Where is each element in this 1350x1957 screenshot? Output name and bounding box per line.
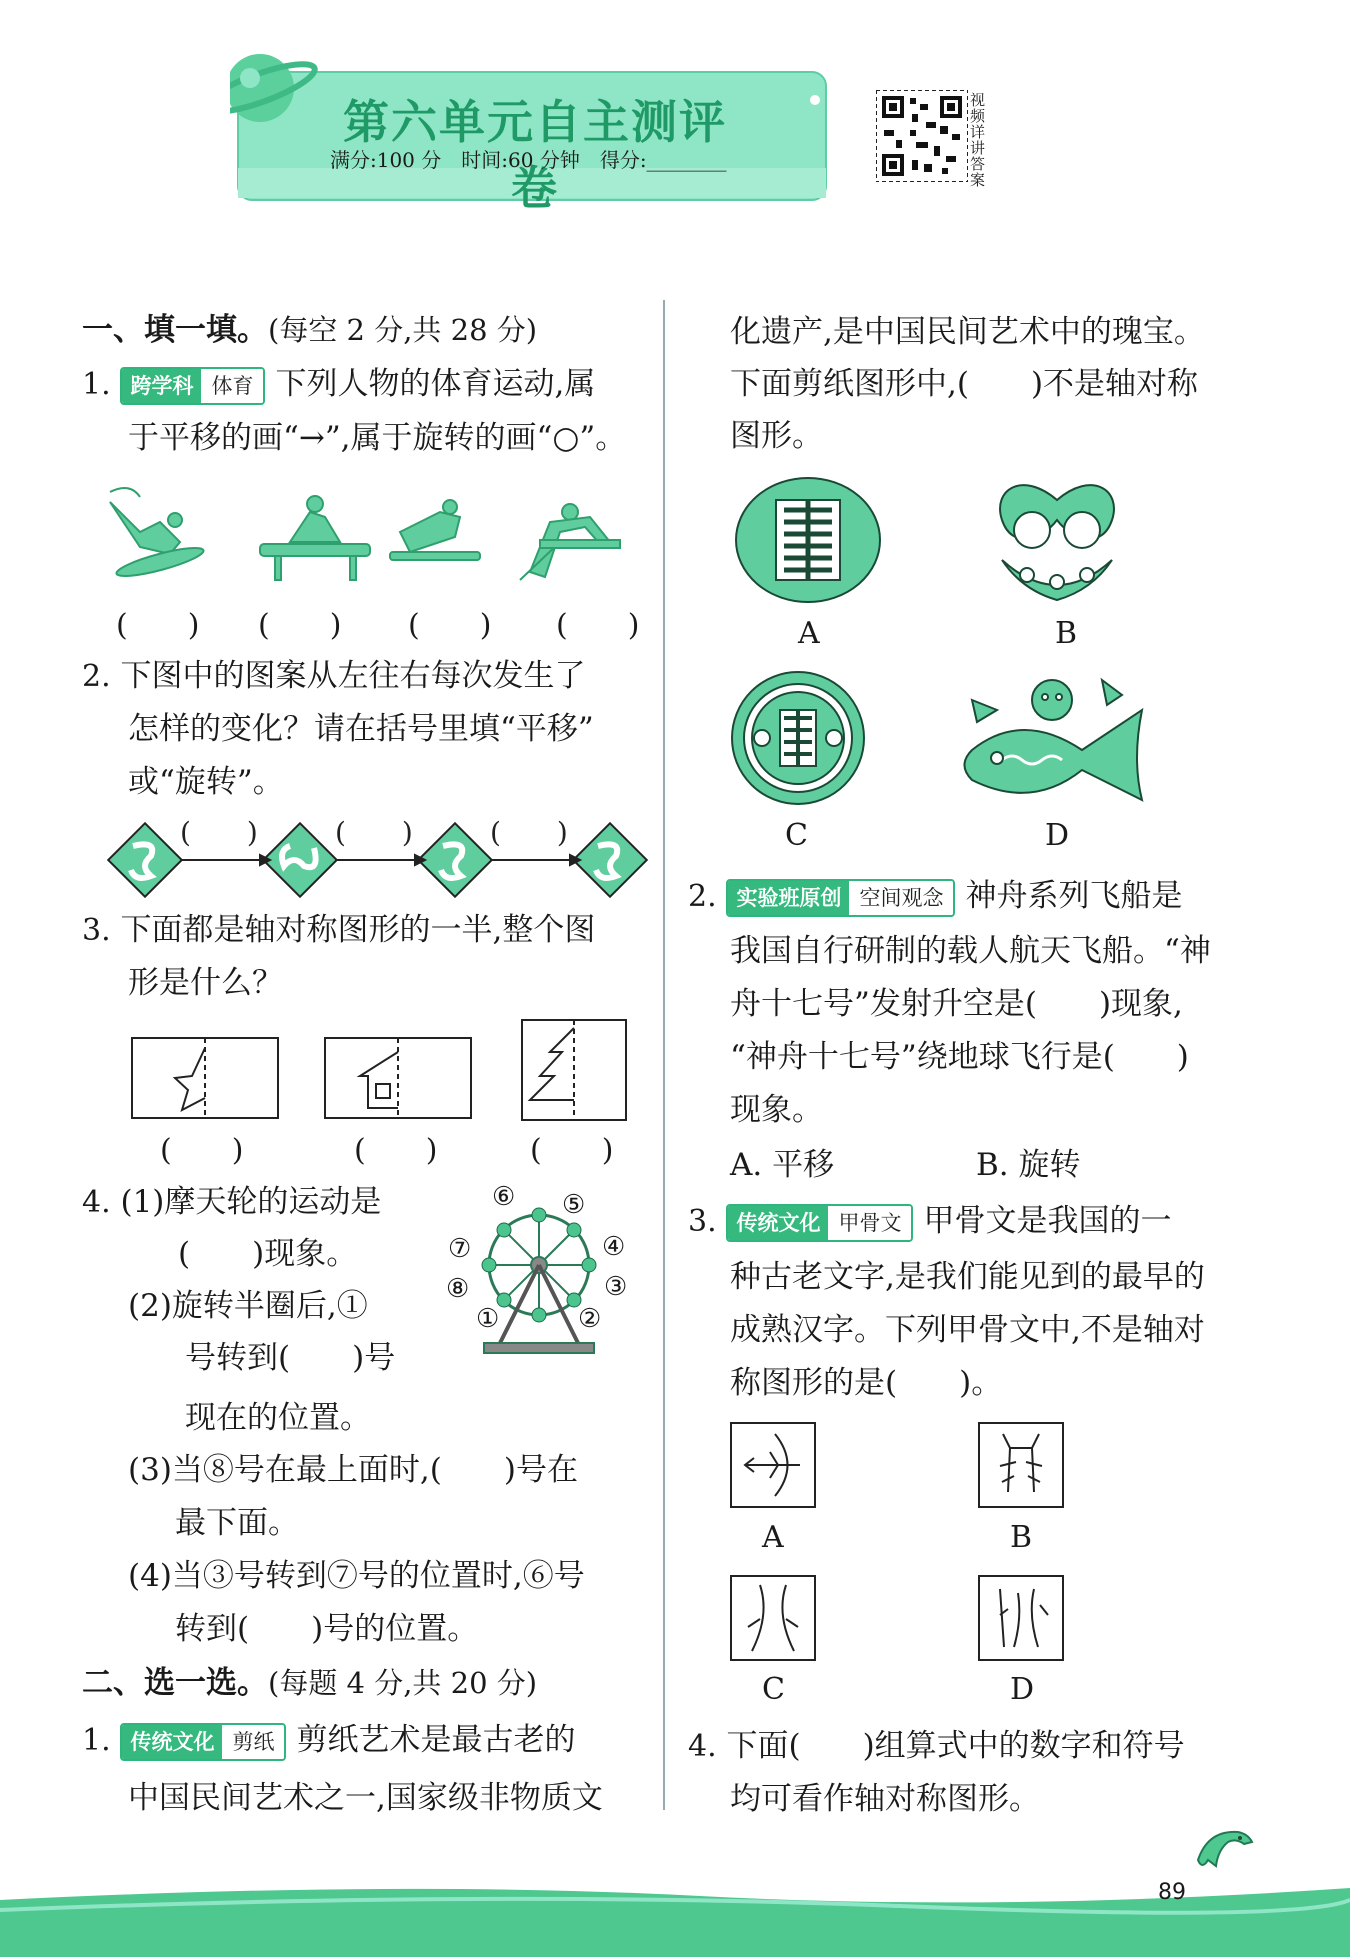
- s2-q1-line5: 图形。: [730, 418, 823, 454]
- s2-q1-line3: 化遗产,是中国民间艺术中的瑰宝。: [730, 314, 1205, 350]
- s1-q1-blank-4[interactable]: ( ): [556, 608, 640, 643]
- wheel-label-4: ④: [602, 1232, 626, 1262]
- pommel-horse-icon: [260, 496, 370, 580]
- qr-code[interactable]: [876, 90, 968, 182]
- s2-q1: 1. 传统文化 剪纸 剪纸艺术是最古老的: [82, 1714, 575, 1767]
- s2-q1-line2: 中国民间艺术之一,国家级非物质文: [128, 1780, 603, 1816]
- page-title: 第六单元自主测评卷: [343, 95, 727, 215]
- s2-q3: 3. 传统文化 甲骨文 甲骨文是我国的一: [688, 1195, 1171, 1248]
- s1-q1-blank-3[interactable]: ( ): [408, 608, 492, 643]
- pattern-sequence: [100, 812, 660, 902]
- section1-heading: 一、填一填。(每空 2 分,共 28 分): [82, 312, 538, 348]
- wheel-label-6: ⑥: [492, 1182, 516, 1212]
- s2-q4: 4. 下面( )组算式中的数字和符号: [688, 1728, 1185, 1764]
- wheel-label-3: ③: [604, 1272, 628, 1302]
- s1-q3-blank-2[interactable]: ( ): [354, 1133, 438, 1168]
- s1-q4-p3a: (3)当⑧号在最上面时,( )号在: [128, 1452, 578, 1488]
- qr-label: 视频详讲答案: [970, 91, 986, 189]
- oracle-c-image: [730, 1575, 816, 1661]
- s1-q3-blank-1[interactable]: ( ): [160, 1133, 244, 1168]
- score-meta: 满分:100 分 时间:60 分钟 得分:________: [330, 148, 727, 172]
- s1-q2-line2: 怎样的变化？请在括号里填“平移”: [128, 711, 594, 747]
- column-divider: [663, 300, 665, 1810]
- s1-q2-line3: 或“旋转”。: [128, 764, 284, 800]
- s2-q3-line2: 种古老文字,是我们能见到的最早的: [730, 1259, 1205, 1295]
- tag-original: 实验班原创 空间观念: [726, 879, 955, 917]
- s2-q4-line2: 均可看作轴对称图形。: [730, 1781, 1040, 1817]
- oracle-a-image: [730, 1422, 816, 1508]
- wheel-label-8: ⑧: [446, 1274, 470, 1304]
- s2-q1-line4: 下面剪纸图形中,( )不是轴对称: [730, 366, 1199, 402]
- half-figures: [130, 1018, 630, 1128]
- s2-q3-line4: 称图形的是( )。: [730, 1365, 1003, 1401]
- s1-q4-p2b: 号转到( )号: [185, 1340, 396, 1376]
- s1-q4-p3b: 最下面。: [175, 1505, 299, 1541]
- svg-text:( ): ( ): [490, 816, 568, 849]
- papercut-c-image: [728, 668, 868, 808]
- s1-q1-line2: 于平移的画“→”,属于旋转的画“○”。: [128, 420, 627, 456]
- tag-oracle-bone: 传统文化 甲骨文: [726, 1204, 913, 1242]
- s1-q1-blank-2[interactable]: ( ): [258, 608, 342, 643]
- tag-traditional-culture: 传统文化 剪纸: [120, 1723, 286, 1761]
- oracle-b-image: [978, 1422, 1064, 1508]
- vault-icon: [520, 504, 620, 580]
- surfer-icon: [110, 502, 206, 581]
- ferris-wheel: [444, 1180, 640, 1360]
- papercut-a-label: A: [798, 616, 820, 651]
- s2-q2: 2. 实验班原创 空间观念 神舟系列飞船是: [688, 870, 1182, 923]
- s1-q2: 2. 下图中的图案从左往右每次发生了: [82, 658, 586, 694]
- dolphin-icon: [1188, 1820, 1258, 1890]
- s2-q2-line4: “神舟十七号”绕地球飞行是( ): [730, 1039, 1189, 1075]
- s1-q1-blank-1[interactable]: ( ): [116, 608, 200, 643]
- s2-q3-line3: 成熟汉字。下列甲骨文中,不是轴对: [730, 1312, 1205, 1348]
- page-number: 89: [1158, 1880, 1186, 1905]
- s1-q4-p4a: (4)当③号转到⑦号的位置时,⑥号: [128, 1558, 585, 1594]
- papercut-b-image: [982, 470, 1132, 610]
- s1-q3-line2: 形是什么？: [128, 965, 283, 1001]
- s1-q4-p2c: 现在的位置。: [185, 1400, 371, 1436]
- tag-cross-subject: 跨学科 体育: [120, 367, 265, 405]
- s1-q4-p1b: ( )现象。: [178, 1236, 358, 1272]
- wheel-label-2: ②: [578, 1304, 602, 1334]
- balance-beam-icon: [390, 500, 480, 560]
- s2-q2-option-a[interactable]: A. 平移: [730, 1147, 835, 1183]
- s1-q4-p1a: 4. (1)摩天轮的运动是: [82, 1184, 382, 1220]
- s1-q1: 1. 跨学科 体育 下列人物的体育运动,属: [82, 358, 595, 411]
- svg-text:( ): ( ): [180, 816, 258, 849]
- papercut-a-image: [728, 470, 888, 610]
- s2-q2-line5: 现象。: [730, 1092, 823, 1128]
- s1-q3: 3. 下面都是轴对称图形的一半,整个图: [82, 912, 596, 948]
- wheel-label-7: ⑦: [448, 1234, 472, 1264]
- s1-q4-p2a: (2)旋转半圈后,①: [128, 1288, 368, 1324]
- s2-q2-line2: 我国自行研制的载人航天飞船。“神: [730, 933, 1211, 969]
- footer-wave: [0, 1860, 1350, 1957]
- s1-q4-p4b: 转到( )号的位置。: [175, 1611, 479, 1647]
- oracle-d-label: D: [1010, 1672, 1035, 1707]
- svg-text:( ): ( ): [335, 816, 413, 849]
- wheel-label-1: ①: [476, 1304, 500, 1334]
- wheel-label-5: ⑤: [562, 1190, 586, 1220]
- star-half-icon: [175, 1048, 205, 1110]
- papercut-d-label: D: [1045, 818, 1070, 853]
- papercut-d-image: [952, 670, 1152, 810]
- s1-q3-blank-3[interactable]: ( ): [530, 1133, 614, 1168]
- sports-figures: [100, 482, 660, 592]
- house-half-icon: [360, 1052, 398, 1108]
- oracle-a-label: A: [762, 1520, 784, 1555]
- tree-half-icon: [530, 1028, 574, 1100]
- papercut-c-label: C: [785, 818, 808, 853]
- oracle-d-image: [978, 1575, 1064, 1661]
- papercut-b-label: B: [1055, 616, 1078, 651]
- oracle-c-label: C: [762, 1672, 785, 1707]
- s2-q2-option-b[interactable]: B. 旋转: [976, 1147, 1081, 1183]
- oracle-b-label: B: [1010, 1520, 1033, 1555]
- section2-heading: 二、选一选。(每题 4 分,共 20 分): [82, 1665, 538, 1701]
- s2-q2-line3: 舟十七号”发射升空是( )现象,: [730, 986, 1183, 1022]
